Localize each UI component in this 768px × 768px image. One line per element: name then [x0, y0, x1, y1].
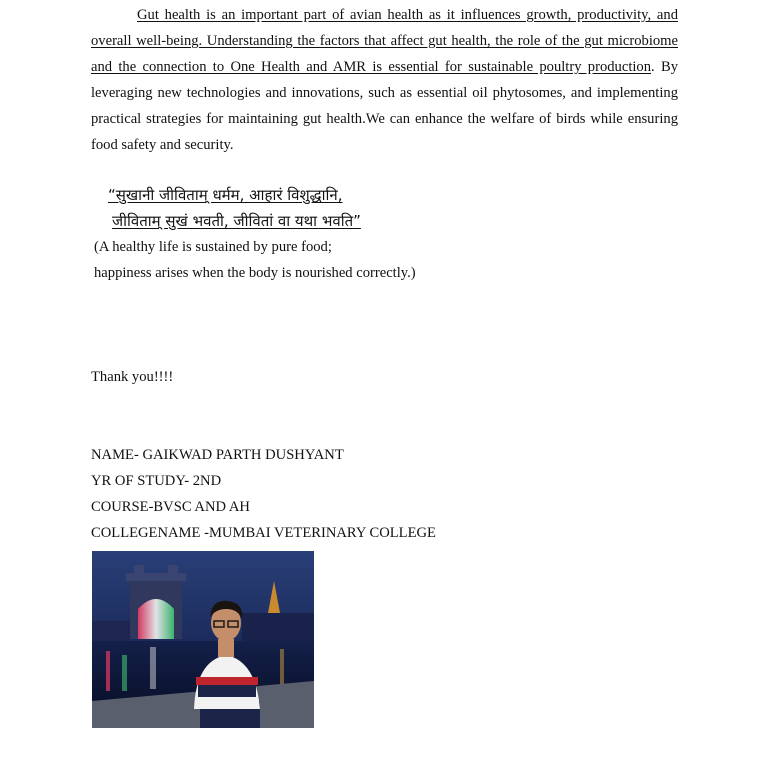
- water-reflection: [150, 647, 156, 689]
- skyline-right: [242, 613, 314, 643]
- year-of-study: YR OF STUDY- 2ND: [91, 473, 222, 489]
- water-reflection: [106, 651, 110, 691]
- translation-line-1: (A healthy life is sustained by pure food;: [94, 239, 332, 255]
- student-name: NAME- GAIKWAD PARTH DUSHYANT: [91, 447, 344, 463]
- sanskrit-verse: [108, 182, 361, 234]
- thank-you-text: Thank you!!!!: [91, 369, 174, 385]
- body-paragraph: [91, 2, 678, 158]
- translation-line-2: happiness arises when the body is nourished correctly.): [94, 265, 416, 281]
- course: COURSE-BVSC AND AH: [91, 499, 250, 515]
- college-name: COLLEGENAME -MUMBAI VETERINARY COLLEGE: [91, 525, 436, 541]
- photo-illustration: [92, 551, 314, 728]
- underlined-text: Gut health is an important part of avian health as it influences growth, productivity, and overall well-being. Understanding the factors that affect gut health, the role of the gut microbiome and the connection to One Health and AMR is essential for sustainable poultry production: [91, 7, 678, 75]
- student-photo: [92, 551, 314, 728]
- student-details: [91, 442, 436, 546]
- verse-line-1: “सुखानी जीविताम् धर्मम, आहारं विशुद्धानि,: [108, 186, 343, 204]
- water-reflection: [122, 655, 127, 691]
- verse-line-2: जीविताम् सुखं भवती, जीवितां वा यथा भवति”: [112, 212, 361, 230]
- verse-translation: [94, 234, 416, 286]
- gateway-monument: [126, 565, 186, 639]
- paragraph-text: . By leveraging new technologies and innovations, such as essential oil phytosomes, and implementing practical strategies for maintaining gut health.We can enhance the welfare of birds while ensuring food safety and security.: [91, 59, 679, 153]
- water-reflection: [280, 649, 284, 689]
